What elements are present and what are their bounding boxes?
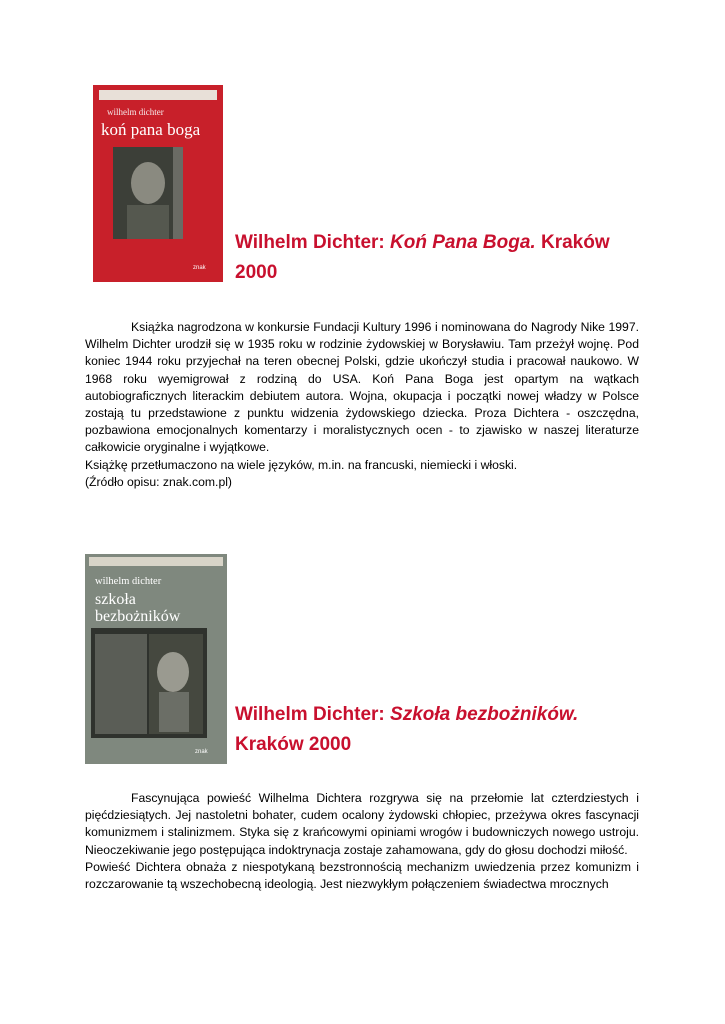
cover-art <box>85 554 227 764</box>
cover-title: koń pana boga <box>101 120 201 139</box>
cover-author: wilhelm dichter <box>95 576 162 587</box>
book-heading-kon-pana-boga <box>235 228 655 288</box>
book-cover-kon-pana-boga <box>93 85 223 282</box>
cover-publisher: znak <box>195 749 208 755</box>
description-main: Fascynująca powieść Wilhelma Dichtera rozgrywa się na przełomie lat czterdziestych i pięćdziesiątych. Jej nastoletni bohater, cudem ocalony żydowski chłopiec, przeżywa okres fascynacji komunizmem i stalinizmem. Styka się z krańcowymi opiniami wrogów i budowniczych nowego ustroju. Nieoczekiwanie jego postępująca indoktrynacja zostaje zahamowana, gdy do głosu dochodzi miłość. <box>85 791 639 857</box>
book-description-kon-pana-boga <box>85 319 639 491</box>
cover-title-line1: szkoła <box>95 591 136 608</box>
cover-author: wilhelm dichter <box>107 107 164 117</box>
heading-title: Koń Pana Boga. <box>390 232 536 253</box>
heading-place-year: Kraków 2000 <box>235 232 610 283</box>
cover-publisher: znak <box>193 265 206 271</box>
book-description-szkola-bezboznikow <box>85 790 639 893</box>
description-second: Powieść Dichtera obnaża z niespotykaną bezstronnością mechanizm uwiedzenia przez komunizm i rozczarowanie tą wszechobecną ideologią. Jest niezwykłym połączeniem świadectwa mrocznych <box>85 859 639 892</box>
description-translations: Książkę przetłumaczono na wiele języków, m.in. na francuski, niemiecki i włoski. <box>85 457 518 472</box>
heading-place-year: Kraków 2000 <box>235 734 352 755</box>
heading-title: Szkoła bezbożników. <box>390 704 579 725</box>
book-cover-szkola-bezboznikow <box>85 554 227 764</box>
heading-author: Wilhelm Dichter: <box>235 232 391 253</box>
book-heading-szkola-bezboznikow <box>235 700 655 760</box>
description-source: (Źródło opisu: znak.com.pl) <box>85 474 232 489</box>
cover-title-line2: bezbożników <box>95 608 181 625</box>
description-main: Książka nagrodzona w konkursie Fundacji Kultury 1996 i nominowana do Nagrody Nike 1997. Wilhelm Dichter urodził się w 1935 roku w rodzinie żydowskiej w Borysławiu. Tam przeżył wojnę. Pod koniec 1944 roku przyjechał na teren obecnej Polski, gdzie ukończył studia i pracował naukowo. W 1968 roku wyemigrował z rodziną do USA. Koń Pana Boga jest opartym na wątkach autobiograficznych literackim debiutem autora. Wojna, okupacja i początki nowej władzy w Polsce zostają tu przedstawione z punktu widzenia żydowskiego dziecka. Proza Dichtera - oszczędna, pozbawiona emocjonalnych komentarzy i moralistycznych ocen - to zjawisko w naszej literaturze całkowicie oryginalne i wyjątkowe. <box>85 320 639 455</box>
cover-top-band <box>89 557 223 566</box>
heading-author: Wilhelm Dichter: <box>235 704 391 725</box>
cover-top-band <box>99 90 217 100</box>
cover-art <box>93 85 223 282</box>
